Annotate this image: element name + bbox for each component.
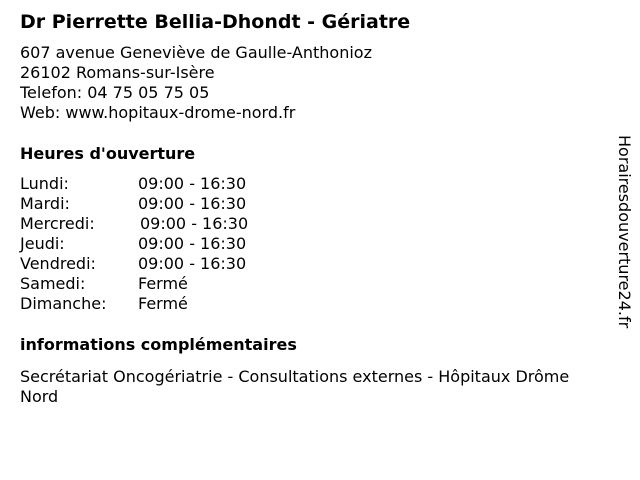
day-hours: 09:00 - 16:30 <box>138 234 247 253</box>
street-address: 607 avenue Geneviève de Gaulle-Anthonioz <box>20 43 372 62</box>
day-label: Jeudi: <box>20 234 65 253</box>
hours-row-mercredi <box>20 214 610 234</box>
day-hours: 09:00 - 16:30 <box>138 174 247 193</box>
phone-number[interactable]: 04 75 05 75 05 <box>87 83 210 102</box>
day-hours: Fermé <box>138 294 188 313</box>
address-block <box>20 43 610 123</box>
hours-row-samedi <box>20 274 610 294</box>
hours-row-vendredi <box>20 254 610 274</box>
day-label: Dimanche: <box>20 294 107 313</box>
phone-label: Telefon: <box>20 83 83 102</box>
page-content <box>20 10 610 407</box>
city-address: 26102 Romans-sur-Isère <box>20 63 215 82</box>
day-label: Lundi: <box>20 174 69 193</box>
day-hours: Fermé <box>138 274 188 293</box>
info-text: Secrétariat Oncogériatrie - Consultations externes - Hôpitaux Drôme Nord <box>20 367 570 406</box>
hours-row-lundi <box>20 174 610 194</box>
page-title: Dr Pierrette Bellia-Dhondt - Gériatre <box>20 11 411 33</box>
day-hours: 09:00 - 16:30 <box>140 214 249 233</box>
hours-row-mardi <box>20 194 610 214</box>
info-heading: informations complémentaires <box>20 335 297 354</box>
watermark-text: Horairesdouverture24.fr <box>615 135 634 329</box>
hours-heading: Heures d'ouverture <box>20 144 196 163</box>
day-label: Mardi: <box>20 194 70 213</box>
web-line <box>20 103 610 123</box>
hours-row-jeudi <box>20 234 610 254</box>
website-link[interactable]: www.hopitaux-drome-nord.fr <box>65 103 296 122</box>
day-hours: 09:00 - 16:30 <box>138 194 247 213</box>
day-label: Samedi: <box>20 274 86 293</box>
web-label: Web: <box>20 103 61 122</box>
day-hours: 09:00 - 16:30 <box>138 254 247 273</box>
site-watermark <box>612 135 636 343</box>
day-label: Vendredi: <box>20 254 96 273</box>
day-label: Mercredi: <box>20 214 95 233</box>
phone-line <box>20 83 610 103</box>
hours-table <box>20 174 610 314</box>
hours-row-dimanche <box>20 294 610 314</box>
